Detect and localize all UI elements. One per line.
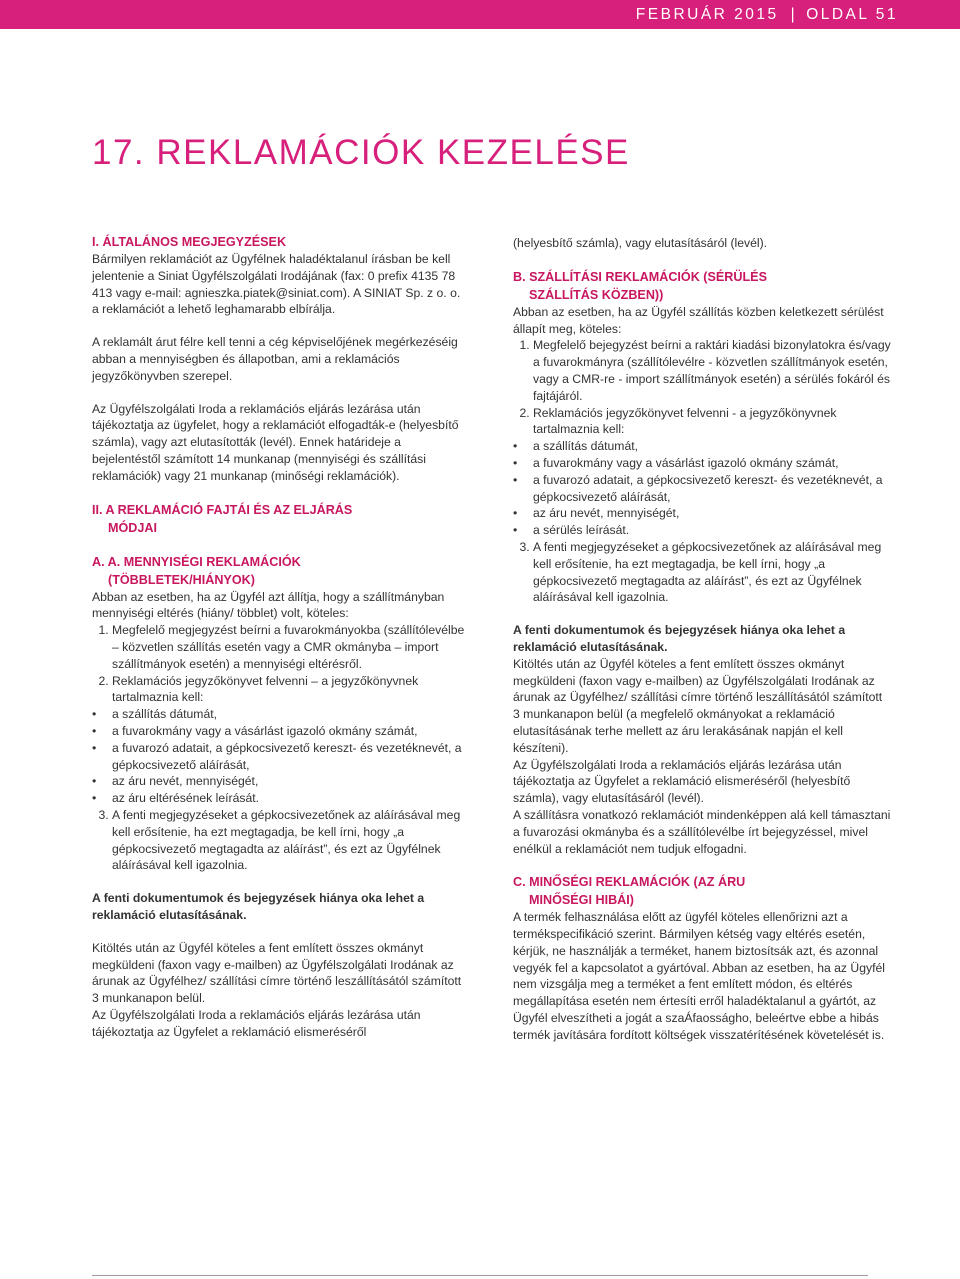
section-a-steps (92, 622, 470, 874)
section-1-paragraph-2: A reklamált árut félre kell tenni a cég képviselőjének megérkezéséig abban a mennyiségben és állapotban, ami a reklamációs jegyzőkönyvben szerepel. (92, 335, 458, 383)
section-2-heading (92, 501, 470, 537)
bullet-item: • a fuvarokmány vagy a vásárlást igazoló okmány számát, (533, 455, 891, 472)
left-column (92, 233, 470, 1040)
bullet-item: • a fuvarozó adatait, a gépkocsivezető kereszt- és vezetéknevét, a gépkocsivezető aláírását, (533, 472, 891, 506)
footer-rule (92, 1275, 868, 1276)
section-1-paragraph-1: Bármilyen reklamációt az Ügyfélnek haladéktalanul írásban be kell jelentenie a Siniat Ügyfélszolgálati Irodájának (fax: 0 prefix 4135 78 413 vagy e-mail: agnieszka.piatek@siniat.com). A SINIAT Sp. z o. o. a reklamációt a lehető leghamarabb elbírálja. (92, 252, 461, 317)
section-1-heading: I. ÁLTALÁNOS MEGJEGYZÉSEK (92, 235, 287, 249)
bullet-item: • az áru nevét, mennyiségét, (533, 505, 891, 522)
section-c-heading-line-1: C. MINŐSÉGI REKLAMÁCIÓK (AZ ÁRU (513, 875, 746, 890)
section-1-paragraph-3: Az Ügyfélszolgálati Iroda a reklamációs eljárás lezárása után tájékoztatja az ügyfelet, hogy a reklamációt elfogadták-e (helyesbítő számla), vagy azt elutasították (levél). Ennek határideje a bejelentéstől számított 14 munkanap (mennyiségi és szállítási reklamációk) vagy 21 munkanap (minőségi reklamációk). (92, 401, 459, 483)
section-a-paragraph-2: Az Ügyfélszolgálati Iroda a reklamációs eljárás lezárása után tájékoztatja az Ügyfelet a reklamáció elismeréséről (92, 1007, 421, 1039)
section-2-heading-line-2: MÓDJAI (108, 520, 157, 535)
list-item: 2. Reklamációs jegyzőkönyvet felvenni – a jegyzőkönyvnek tartalmaznia kell: • a szállítás dátumát, • a fuvarokmány vagy a vásárlást igazoló okmány számát, • a fuvarozó adatait, a gépkocsivezető kereszt- és vezetéknevét, a gépkocsivezető aláírását, • az áru nevét, mennyiségét, • az áru eltérésének leírását. (112, 673, 470, 807)
section-b-paragraph-1: Kitöltés után az Ügyfél köteles a fent említett összes okmányt megküldeni (faxon vagy e-mailben) az Ügyfélszolgálati Irodának az árunak az Ügyfélhez/ szállítási címre történő leszállításától számított 3 munkanapon belül (a megfelelő okmányokat a reklamáció elutasításának terhe mellett az áru lerakásának napján el kell készíteni). (513, 656, 883, 755)
section-a-heading-line-1: A. A. MENNYISÉGI REKLAMÁCIÓK (92, 554, 301, 569)
section-2-heading-line-1: II. A REKLAMÁCIÓ FAJTÁI ÉS AZ ELJÁRÁS (92, 502, 353, 517)
header-separator: | (790, 6, 798, 23)
section-a-bullets (92, 706, 470, 807)
page-header-bar (0, 0, 960, 29)
section-b-bullets (513, 438, 891, 539)
section-b-heading-line-1: B. SZÁLLÍTÁSI REKLAMÁCIÓK (SÉRÜLÉS (513, 269, 767, 284)
section-c-heading (513, 873, 891, 909)
section-b-paragraph-3: A szállításra vonatkozó reklamációt mindenképpen alá kell támasztani a fuvarozási okmányba és a szállítólevélbe írt bejegyzéssel, mivel enélkül a reklamációt nem tudjuk elfogadni. (513, 807, 891, 856)
list-item: 1. Megfelelő megjegyzést beírni a fuvarokmányokba (szállítólevélbe – közvetlen szállítás esetén vagy a CMR okmányba – import szállítmányok esetén) a mennyiségi eltérésről. (112, 622, 470, 672)
bullet-item: • a szállítás dátumát, (112, 706, 470, 723)
section-a-warning: A fenti dokumentumok és bejegyzések hiánya oka lehet a reklamáció elutasításának. (92, 891, 425, 922)
continued-text: (helyesbítő számla), vagy elutasításáról (levél). (513, 236, 768, 250)
section-a-heading-line-2: (TÖBBLETEK/HIÁNYOK) (108, 572, 255, 587)
section-a-paragraph-1: Kitöltés után az Ügyfél köteles a fent említett összes okmányt megküldeni (faxon vagy e-mailben) az Ügyfélszolgálati Irodának az árunak az Ügyfélhez/ szállítási címre történő leszállításától számított 3 munkanapon belül. (92, 940, 462, 1006)
bullet-item: • az áru nevét, mennyiségét, (112, 773, 470, 790)
section-b-warning: A fenti dokumentumok és bejegyzések hiánya oka lehet a reklamáció elutasításának. (513, 623, 846, 654)
section-b-steps (513, 337, 891, 606)
bullet-item: • a szállítás dátumát, (533, 438, 891, 455)
page-title: 17. REKLAMÁCIÓK KEZELÉSE (92, 133, 630, 172)
section-b-paragraph-2: Az Ügyfélszolgálati Iroda a reklamációs eljárás lezárása után tájékoztatja az Ügyfelet a reklamáció elismeréséről (helyesbítő számla), vagy elutasításáról (levél). (513, 757, 851, 806)
bullet-item: • a sérülés leírását. (533, 522, 891, 539)
bullet-item: • a fuvarozó adatait, a gépkocsivezető kereszt- és vezetéknevét, a gépkocsivezető aláírását, (112, 740, 470, 774)
page-header (636, 6, 898, 24)
section-c-paragraph-1: A termék felhasználása előtt az ügyfél köteles ellenőrizni azt a termékspecifikáció szerint. Bármilyen kétség vagy eltérés esetén, kérjük, ne használják a terméket, hanem biztosítsák azt, és azonnal vegyék fel a kapcsolatot a gyártóval. Abban az esetben, ha az Ügyfél nem vizsgálja meg a terméket a fent említett módon, és eltérés megállapítása esetén nem értesíti erről haladéktalanul a gyártót, az Ügyfél elveszítheti a jogát a szaÁfaosságho, beleértve ebbe a hibás termék javítására fordított költségek visszatérítésének követelését is. (513, 910, 885, 1042)
page-number: OLDAL 51 (806, 6, 898, 23)
section-b-intro: Abban az esetben, ha az Ügyfél szállítás közben keletkezett sérülést állapít meg, köteles: (513, 304, 884, 336)
issue-date: FEBRUÁR 2015 (635, 6, 779, 23)
bullet-item: • a fuvarokmány vagy a vásárlást igazoló okmány számát, (112, 723, 470, 740)
list-item: 1. Megfelelő bejegyzést beírni a raktári kiadási bizonylatokra és/vagy a fuvarokmányra (szállítólevélre - közvetlen szállítmányok esetén, vagy a CMR-re - import szállítmányok esetén) a sérülés fokáról és fajtájáról. (533, 337, 891, 404)
list-item: 3. A fenti megjegyzéseket a gépkocsivezetőnek az aláírásával meg kell erősítenie, ha ezt megtagadja, be kell írni, hogy „a gépkocsivezető megtagadta az aláírást”, és ezt az Ügyfélnek aláírásával kell igazolnia. (533, 539, 891, 606)
list-item: 3. A fenti megjegyzéseket a gépkocsivezetőnek az aláírásával meg kell erősítenie, ha ezt megtagadja, be kell írni, hogy „a gépkocsivezető megtagadta az aláírást”, és ezt az Ügyfélnek aláírásával kell igazolnia. (112, 807, 470, 874)
list-item: 2. Reklamációs jegyzőkönyvet felvenni - a jegyzőkönyvnek tartalmaznia kell: • a szállítás dátumát, • a fuvarokmány vagy a vásárlást igazoló okmány számát, • a fuvarozó adatait, a gépkocsivezető kereszt- és vezetéknevét, a gépkocsivezető aláírását, • az áru nevét, mennyiségét, • a sérülés leírását. (533, 405, 891, 539)
section-c-heading-line-2: MINŐSÉGI HIBÁI) (529, 893, 634, 908)
section-b-heading-line-2: SZÁLLÍTÁS KÖZBEN)) (529, 287, 664, 302)
section-a-intro: Abban az esetben, ha az Ügyfél azt állítja, hogy a szállítmányban mennyiségi eltérés (hiány/ többlet) volt, köteles: (92, 589, 445, 621)
right-column (513, 235, 891, 1044)
section-a-heading (92, 553, 470, 589)
section-b-heading (513, 268, 891, 304)
bullet-item: • az áru eltérésének leírását. (112, 790, 470, 807)
